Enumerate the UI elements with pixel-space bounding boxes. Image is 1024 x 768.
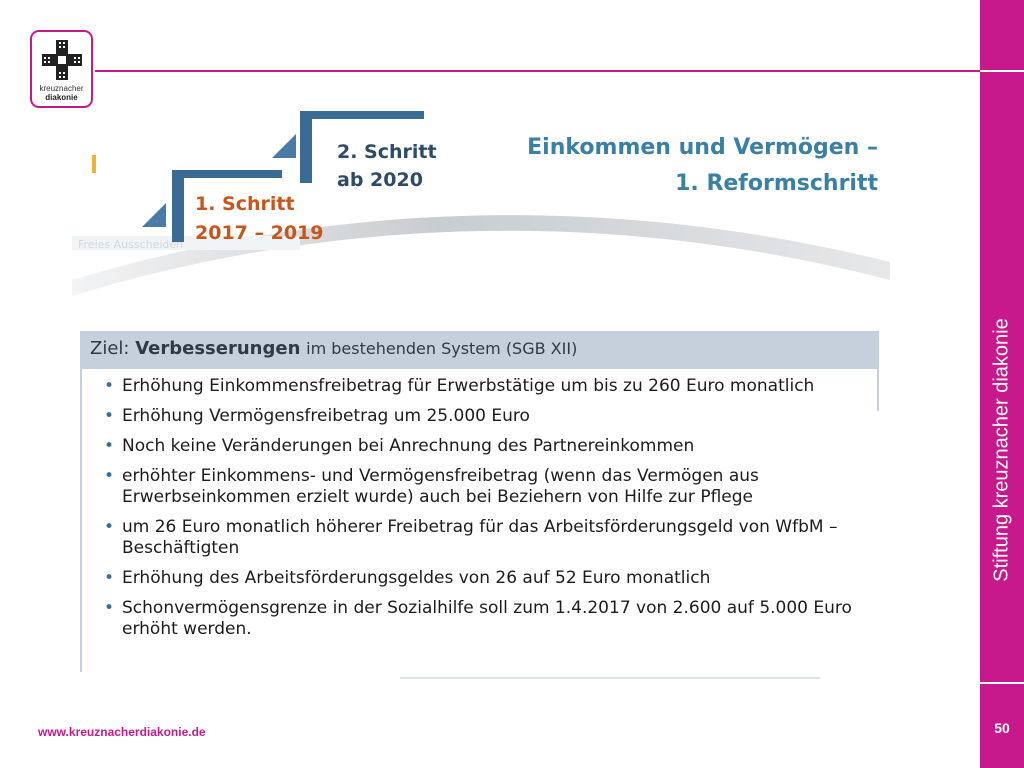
list-item: • Noch keine Veränderungen bei Anrechnung des Partnereinkommen (100, 436, 870, 457)
page-number: 50 (994, 720, 1010, 736)
list-item: • um 26 Euro monatlich höherer Freibetrag für das Arbeitsförderungsgeld von WfbM – Beschäftigten (100, 517, 870, 559)
step1-line1: 1. Schritt (195, 193, 295, 215)
step2-label (337, 138, 437, 194)
content-border-left (80, 369, 82, 672)
step2-line2: ab 2020 (337, 169, 423, 191)
list-item: • Erhöhung Vermögensfreibetrag um 25.000 Euro (100, 406, 870, 427)
step1-label (195, 190, 324, 248)
footer-url[interactable]: www.kreuznacherdiakonie.de (38, 725, 206, 739)
goal-emphasis: Verbesserungen (135, 338, 301, 359)
step1-line2: 2017 – 2019 (195, 222, 324, 244)
goal-prefix: Ziel: (90, 338, 130, 359)
logo-text-line1: kreuznacher (39, 84, 84, 93)
title-line2: 1. Reformschritt (675, 171, 878, 196)
bullet-list (100, 376, 870, 649)
step2-line1: 2. Schritt (337, 141, 437, 163)
content-border-right (877, 331, 879, 411)
goal-suffix: im bestehenden System (SGB XII) (306, 339, 578, 358)
goal-bar (80, 331, 878, 369)
title-line1: Einkommen und Vermögen – (527, 135, 878, 160)
list-item: • Schonvermögensgrenze in der Sozialhilfe soll zum 1.4.2017 von 2.600 auf 5.000 Euro erhöht werden. (100, 598, 870, 640)
sidebar-text: Stiftung kreuznacher diakonie (990, 318, 1013, 582)
list-item: • Erhöhung des Arbeitsförderungsgeldes von 26 auf 52 Euro monatlich (100, 568, 870, 589)
content-border-bottom (400, 677, 820, 679)
faint-label: Freies Ausscheiden (78, 238, 184, 251)
logo-text-line2: diakonie (45, 93, 78, 102)
page-title (527, 130, 878, 202)
sidebar-divider-top (980, 70, 1024, 72)
list-item: • erhöhter Einkommens- und Vermögensfreibetrag (wenn das Vermögen aus Erwerbseinkommen erzielt wurde) auch bei Beziehern von Hilfe zur Pflege (100, 466, 870, 508)
sidebar-divider-bottom (980, 682, 1024, 684)
list-item: • Erhöhung Einkommensfreibetrag für Erwerbstätige um bis zu 260 Euro monatlich (100, 376, 870, 397)
